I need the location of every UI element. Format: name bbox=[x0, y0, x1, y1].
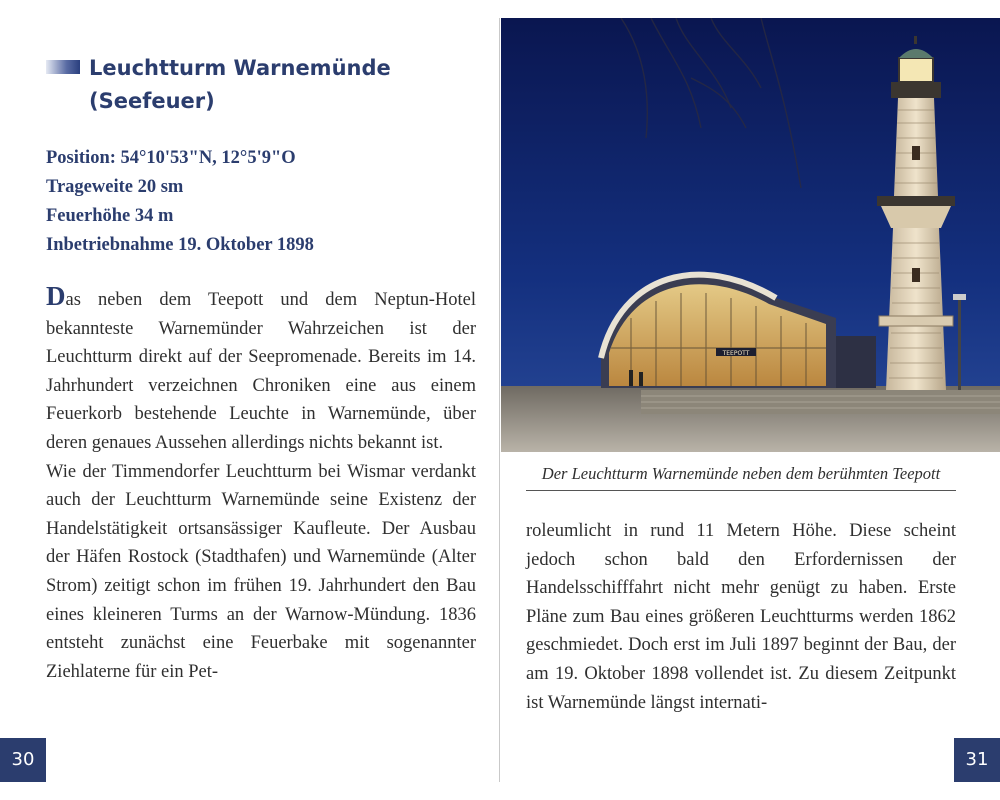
left-body-text bbox=[46, 281, 476, 686]
teepott-sign: TEEPOTT bbox=[722, 350, 750, 357]
page-number-right: 31 bbox=[954, 738, 1000, 782]
drop-cap: D bbox=[46, 281, 66, 311]
section-heading bbox=[46, 52, 476, 118]
fact-position: Position: 54°10'53"N, 12°5'9"O bbox=[46, 148, 296, 168]
lighthouse-photo-illustration bbox=[501, 18, 1000, 452]
heading-subtitle: (Seefeuer) bbox=[89, 89, 215, 113]
paragraph-history: Wie der Timmendorfer Leuchtturm bei Wismar verdankt auch der Leuchtturm Warnemünde seine Existenz der Handelstätigkeit ortsansässiger Kaufleute. Der Ausbau der Häfen Rostock (Stadthafen) und Warnemünde (Alter Strom) zeitigt schon im frühen 19. Jahrhundert den Bau eines kleineren Turms an der Warnow-Mündung. 1836 entsteht zunächst eine Feuerbake mit sogenannter Ziehlaterne für ein Pet- bbox=[46, 461, 476, 682]
lighthouse-photo bbox=[501, 18, 1000, 452]
lighthouse-facts bbox=[46, 144, 476, 260]
heading-accent-bar bbox=[46, 60, 80, 74]
paragraph-continuation: roleumlicht in rund 11 Metern Höhe. Diese scheint jedoch schon bald den Erfordernissen der Handelsschifffahrt nicht mehr genügt zu haben. Erste Pläne zum Bau eines größeren Leuchtturms werden 1862 geschmiedet. Doch erst im Juli 1897 beginnt der Bau, der am 19. Oktober 1898 vollendet ist. Zu diesem Zeitpunkt ist Warnemünde längst internati- bbox=[526, 521, 956, 713]
paragraph-intro bbox=[46, 281, 476, 458]
right-body-text bbox=[526, 517, 956, 717]
photo-caption: Der Leuchtturm Warnemünde neben dem berühmten Teepott bbox=[526, 463, 956, 491]
fact-light-height: Feuerhöhe 34 m bbox=[46, 206, 174, 226]
page-number-left: 30 bbox=[0, 738, 46, 782]
fact-commissioning: Inbetriebnahme 19. Oktober 1898 bbox=[46, 235, 314, 255]
fact-range: Trageweite 20 sm bbox=[46, 177, 184, 197]
heading-title: Leuchtturm Warnemünde bbox=[89, 56, 391, 80]
paragraph-intro-text: as neben dem Teepott und dem Neptun-Hotel bekannteste Warnemünder Wahrzeichen ist der Leuchtturm direkt auf der Seepromenade. Bereits im 14. Jahrhundert verzeichnen Chroniken eine aus einem Feuerkorb bestehende Leuchte in Warnemünde, über deren genaues Aussehen allerdings nichts bekannt ist. bbox=[46, 290, 476, 453]
book-gutter bbox=[499, 18, 500, 782]
